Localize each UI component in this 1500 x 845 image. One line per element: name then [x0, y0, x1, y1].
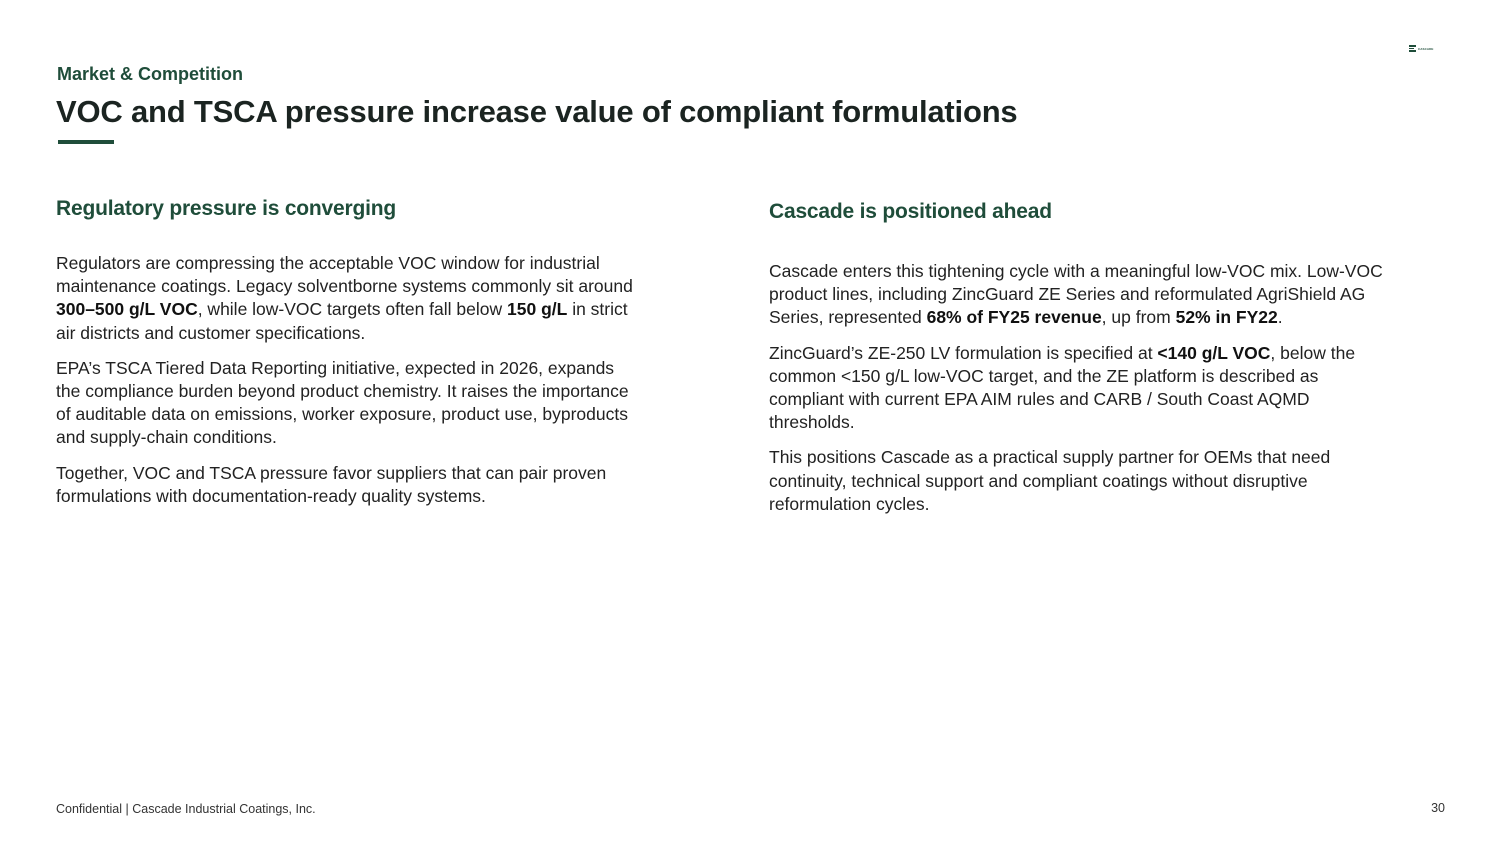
logo-wordmark: CASCADE [1418, 46, 1434, 51]
cascade-logo-icon [1409, 45, 1416, 52]
text-run: Regulators are compressing the acceptable VOC window for industrial maintenance coatings. Legacy solventborne systems commonly sit around [56, 253, 633, 297]
page-title: VOC and TSCA pressure increase value of compliant formulations [56, 94, 1018, 129]
left-heading: Regulatory pressure is converging [56, 197, 397, 220]
bold-run: 150 g/L [507, 299, 568, 320]
title-underline [58, 140, 114, 144]
right-paragraph-1 [769, 260, 1389, 330]
text-run: , below the common <150 g/L low-VOC target, and the ZE platform is described as compliant with current EPA AIM rules and CARB / South Coast AQMD thresholds. [769, 342, 1356, 433]
left-body [56, 252, 641, 508]
footer-confidential: Confidential | Cascade Industrial Coatings, Inc. [56, 802, 316, 816]
text-run: ZincGuard’s ZE-250 LV formulation is specified at [769, 342, 1158, 363]
right-heading: Cascade is positioned ahead [769, 200, 1052, 223]
text-run: . [1277, 307, 1283, 328]
page-number: 30 [1431, 801, 1445, 815]
section-label: Market & Competition [57, 64, 244, 84]
right-paragraph-2 [769, 342, 1389, 435]
text-run: , up from [1101, 307, 1176, 328]
bold-run: 68% of FY25 revenue [926, 307, 1102, 328]
left-paragraph-3: Together, VOC and TSCA pressure favor suppliers that can pair proven formulations with documentation-ready quality systems. [56, 462, 607, 506]
bold-run: <140 g/L VOC [1157, 342, 1271, 363]
right-paragraph-3: This positions Cascade as a practical supply partner for OEMs that need continuity, technical support and compliant coatings without disruptive reformulation cycles. [769, 447, 1331, 514]
company-logo [1409, 44, 1439, 53]
right-column [769, 200, 1389, 528]
text-run: Cascade enters this tightening cycle with a meaningful low-VOC mix. Low-VOC product lines, including ZincGuard ZE Series and reformulated AgriShield AG Series, represented [769, 261, 1383, 328]
left-paragraph-2: EPA’s TSCA Tiered Data Reporting initiative, expected in 2026, expands the compliance burden beyond product chemistry. It raises the importance of auditable data on emissions, worker exposure, product use, byproducts and supply-chain conditions. [56, 357, 629, 448]
left-column [56, 197, 641, 520]
right-body [769, 260, 1389, 516]
text-run: , while low-VOC targets often fall below [197, 299, 508, 320]
text-run: in strict air districts and customer specifications. [56, 299, 628, 343]
bold-run: 52% in FY22 [1175, 307, 1278, 328]
bold-run: 300–500 g/L VOC [56, 299, 198, 320]
left-paragraph-1 [56, 252, 641, 345]
